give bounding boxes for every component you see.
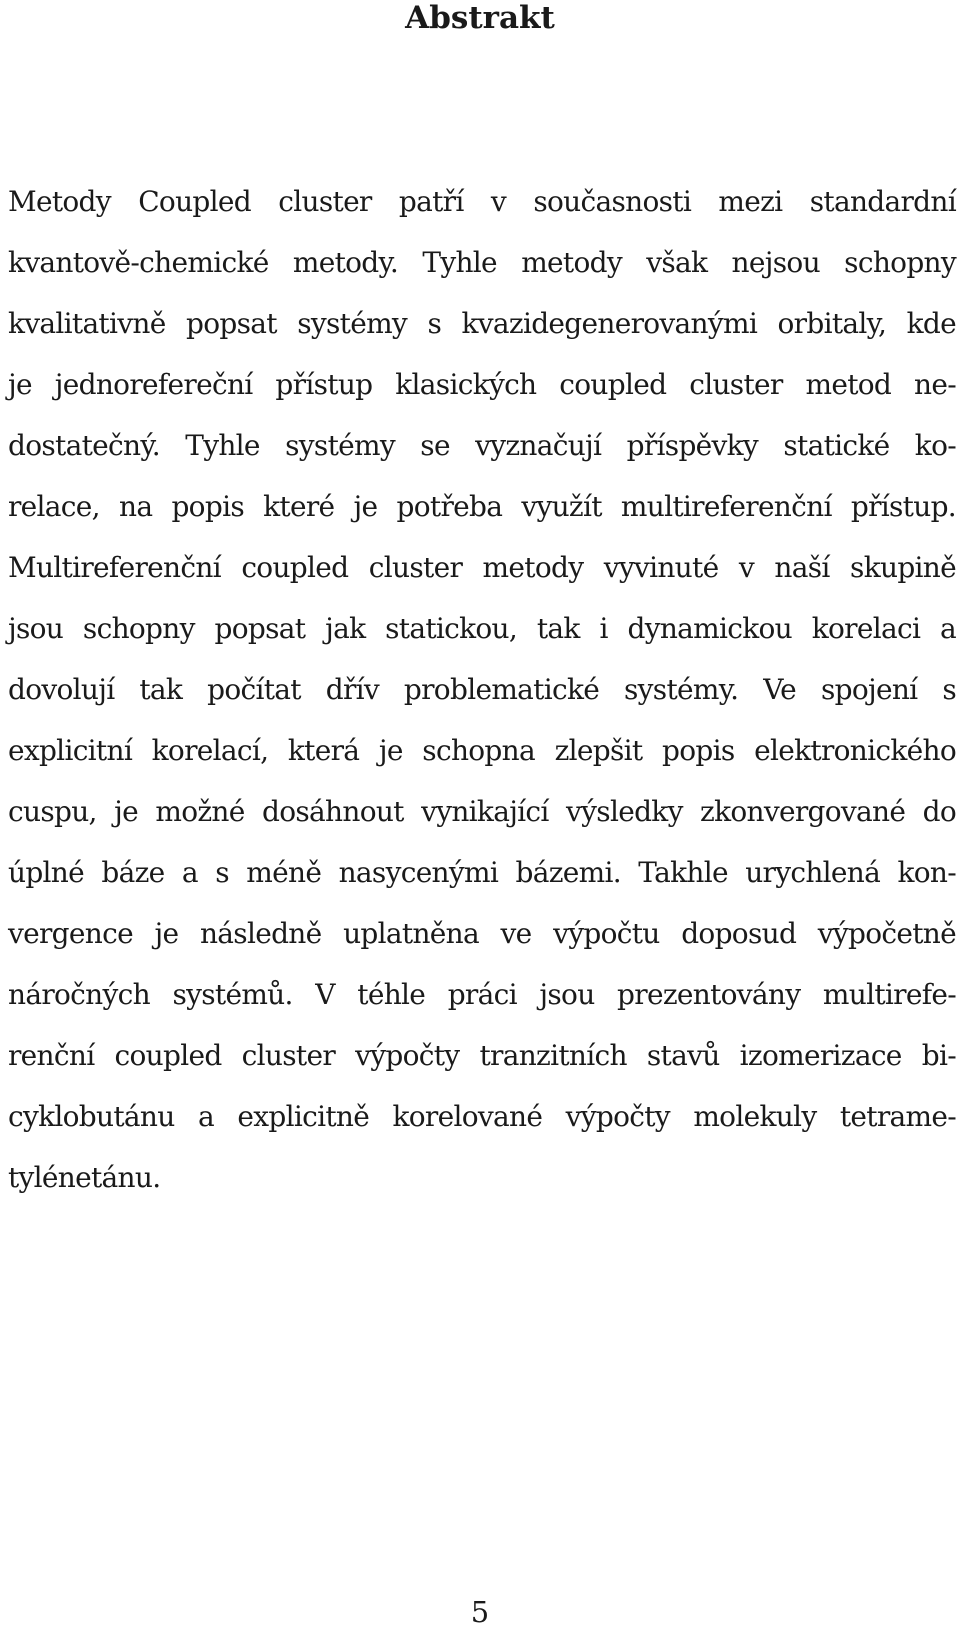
- abstract-paragraph: [8, 180, 956, 1217]
- text-line: relace, na popis které je potřeba využít multireferenční přístup.: [8, 490, 956, 523]
- text-line: dovolují tak počítat dřív problematické systémy. Ve spojení s: [8, 673, 956, 706]
- text-line: vergence je následně uplatněna ve výpočtu doposud výpočetně: [8, 917, 956, 950]
- text-line: Metody Coupled cluster patří v současnosti mezi standardní: [8, 185, 956, 218]
- text-line: kvantově-chemické metody. Tyhle metody však nejsou schopny: [8, 246, 956, 279]
- text-line: je jednorefereční přístup klasických coupled cluster metod ne-: [8, 368, 956, 401]
- text-line: jsou schopny popsat jak statickou, tak i dynamickou korelaci a: [8, 612, 956, 645]
- text-line: náročných systémů. V téhle práci jsou prezentovány multirefe-: [8, 978, 956, 1011]
- text-line: cyklobutánu a explicitně korelované výpočty molekuly tetrame-: [8, 1100, 956, 1133]
- text-line: úplné báze a s méně nasycenými bázemi. Takhle urychlená kon-: [8, 856, 956, 889]
- text-line: tylénetánu.: [8, 1161, 161, 1194]
- page-title: Abstrakt: [405, 0, 555, 36]
- text-line: cuspu, je možné dosáhnout vynikající výsledky zkonvergované do: [8, 795, 956, 828]
- page-number: 5: [470, 1595, 490, 1629]
- text-line: Multireferenční coupled cluster metody vyvinuté v naší skupině: [8, 551, 956, 584]
- text-line: explicitní korelací, která je schopna zlepšit popis elektronického: [8, 734, 956, 767]
- text-line: dostatečný. Tyhle systémy se vyznačují příspěvky statické ko-: [8, 429, 956, 462]
- text-line: renční coupled cluster výpočty tranzitních stavů izomerizace bi-: [8, 1039, 956, 1072]
- text-line: kvalitativně popsat systémy s kvazidegenerovanými orbitaly, kde: [8, 307, 956, 340]
